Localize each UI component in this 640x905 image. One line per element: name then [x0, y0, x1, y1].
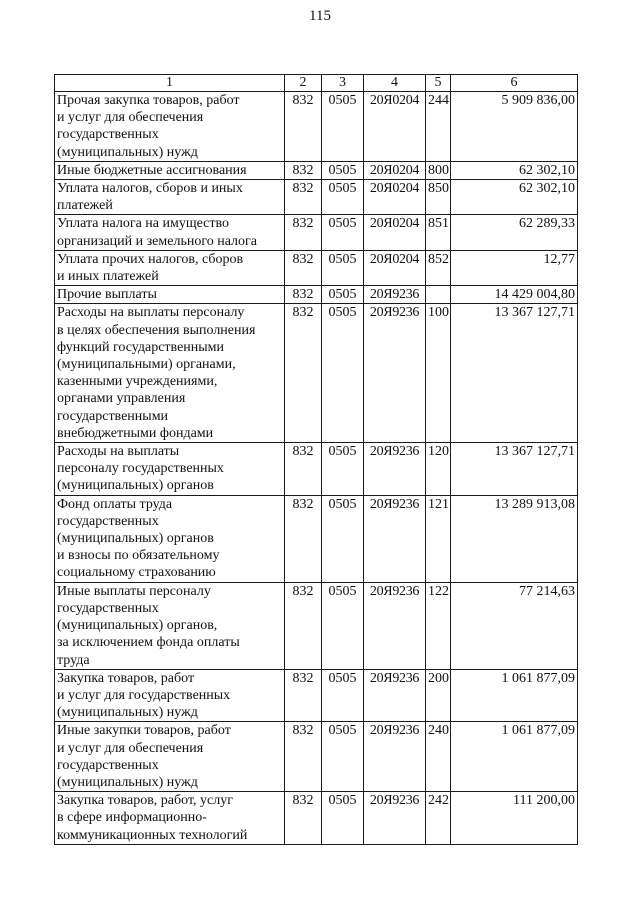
column-header-1: 1 — [55, 75, 285, 92]
table-body — [55, 92, 578, 845]
row-ved: 832 — [285, 180, 322, 215]
page-number: 115 — [309, 8, 331, 24]
row-name: Закупка товаров, работ, услуг в сфере информационно- коммуникационных технологий — [55, 792, 285, 845]
row-razdel: 0505 — [322, 495, 364, 582]
row-razdel: 0505 — [322, 792, 364, 845]
row-name: Фонд оплаты труда государственных (муниципальных) органов и взносы по обязательному социальному страхованию — [55, 495, 285, 582]
row-amount: 1 061 877,09 — [451, 669, 578, 722]
row-razdel: 0505 — [322, 92, 364, 162]
row-razdel: 0505 — [322, 582, 364, 669]
row-name: Иные закупки товаров, работ и услуг для обеспечения государственных (муниципальных) нужд — [55, 722, 285, 792]
column-header-3: 3 — [322, 75, 364, 92]
row-csr: 20Я9236 — [364, 286, 426, 304]
row-csr: 20Я9236 — [364, 722, 426, 792]
row-ved: 832 — [285, 443, 322, 496]
row-name: Иные выплаты персоналу государственных (муниципальных) органов, за исключением фонда оплаты труда — [55, 582, 285, 669]
row-amount: 1 061 877,09 — [451, 722, 578, 792]
row-razdel: 0505 — [322, 180, 364, 215]
table-row — [55, 161, 578, 179]
row-vr: 100 — [426, 304, 451, 443]
row-csr: 20Я0204 — [364, 161, 426, 179]
row-razdel: 0505 — [322, 250, 364, 285]
row-csr: 20Я9236 — [364, 669, 426, 722]
row-amount: 13 367 127,71 — [451, 304, 578, 443]
row-csr: 20Я0204 — [364, 180, 426, 215]
row-amount: 5 909 836,00 — [451, 92, 578, 162]
row-razdel: 0505 — [322, 304, 364, 443]
row-amount: 77 214,63 — [451, 582, 578, 669]
column-header-2: 2 — [285, 75, 322, 92]
row-csr: 20Я9236 — [364, 495, 426, 582]
table-header — [55, 75, 578, 92]
header-row — [55, 75, 578, 92]
row-vr: 240 — [426, 722, 451, 792]
table-row — [55, 669, 578, 722]
row-csr: 20Я9236 — [364, 582, 426, 669]
row-ved: 832 — [285, 92, 322, 162]
table-row — [55, 443, 578, 496]
row-name: Прочие выплаты — [55, 286, 285, 304]
row-amount: 111 200,00 — [451, 792, 578, 845]
row-razdel: 0505 — [322, 286, 364, 304]
column-header-6: 6 — [451, 75, 578, 92]
table-row — [55, 286, 578, 304]
row-amount: 62 302,10 — [451, 161, 578, 179]
table-row — [55, 722, 578, 792]
row-amount: 62 289,33 — [451, 215, 578, 250]
row-name: Закупка товаров, работ и услуг для государственных (муниципальных) нужд — [55, 669, 285, 722]
row-amount: 62 302,10 — [451, 180, 578, 215]
row-razdel: 0505 — [322, 722, 364, 792]
row-ved: 832 — [285, 669, 322, 722]
row-razdel: 0505 — [322, 443, 364, 496]
row-razdel: 0505 — [322, 215, 364, 250]
row-name: Уплата прочих налогов, сборов и иных платежей — [55, 250, 285, 285]
row-vr: 120 — [426, 443, 451, 496]
row-amount: 14 429 004,80 — [451, 286, 578, 304]
row-csr: 20Я0204 — [364, 215, 426, 250]
row-vr: 122 — [426, 582, 451, 669]
table-row — [55, 582, 578, 669]
table-row — [55, 495, 578, 582]
row-name: Уплата налога на имущество организаций и земельного налога — [55, 215, 285, 250]
row-vr: 121 — [426, 495, 451, 582]
row-name: Уплата налогов, сборов и иных платежей — [55, 180, 285, 215]
row-vr: 850 — [426, 180, 451, 215]
row-amount: 12,77 — [451, 250, 578, 285]
table-row — [55, 304, 578, 443]
table-row — [55, 250, 578, 285]
row-csr: 20Я0204 — [364, 250, 426, 285]
row-csr: 20Я9236 — [364, 443, 426, 496]
row-vr — [426, 286, 451, 304]
table-row — [55, 792, 578, 845]
row-razdel: 0505 — [322, 669, 364, 722]
budget-table — [54, 74, 578, 845]
row-ved: 832 — [285, 304, 322, 443]
row-ved: 832 — [285, 161, 322, 179]
row-ved: 832 — [285, 495, 322, 582]
row-ved: 832 — [285, 286, 322, 304]
row-razdel: 0505 — [322, 161, 364, 179]
row-ved: 832 — [285, 582, 322, 669]
row-amount: 13 289 913,08 — [451, 495, 578, 582]
row-name: Прочая закупка товаров, работ и услуг для обеспечения государственных (муниципальных) нужд — [55, 92, 285, 162]
row-name: Расходы на выплаты персоналу государственных (муниципальных) органов — [55, 443, 285, 496]
row-vr: 200 — [426, 669, 451, 722]
row-csr: 20Я9236 — [364, 792, 426, 845]
table-row — [55, 92, 578, 162]
row-vr: 244 — [426, 92, 451, 162]
row-vr: 242 — [426, 792, 451, 845]
row-ved: 832 — [285, 215, 322, 250]
row-ved: 832 — [285, 722, 322, 792]
row-csr: 20Я0204 — [364, 92, 426, 162]
column-header-5: 5 — [426, 75, 451, 92]
row-name: Иные бюджетные ассигнования — [55, 161, 285, 179]
row-csr: 20Я9236 — [364, 304, 426, 443]
row-amount: 13 367 127,71 — [451, 443, 578, 496]
row-ved: 832 — [285, 250, 322, 285]
column-header-4: 4 — [364, 75, 426, 92]
table-row — [55, 180, 578, 215]
row-vr: 852 — [426, 250, 451, 285]
row-name: Расходы на выплаты персоналу в целях обеспечения выполнения функций государственными (муниципальными) органами, казенными учреждениями, органами управления государственными внебюджетными фондами — [55, 304, 285, 443]
row-ved: 832 — [285, 792, 322, 845]
row-vr: 800 — [426, 161, 451, 179]
table-row — [55, 215, 578, 250]
row-vr: 851 — [426, 215, 451, 250]
